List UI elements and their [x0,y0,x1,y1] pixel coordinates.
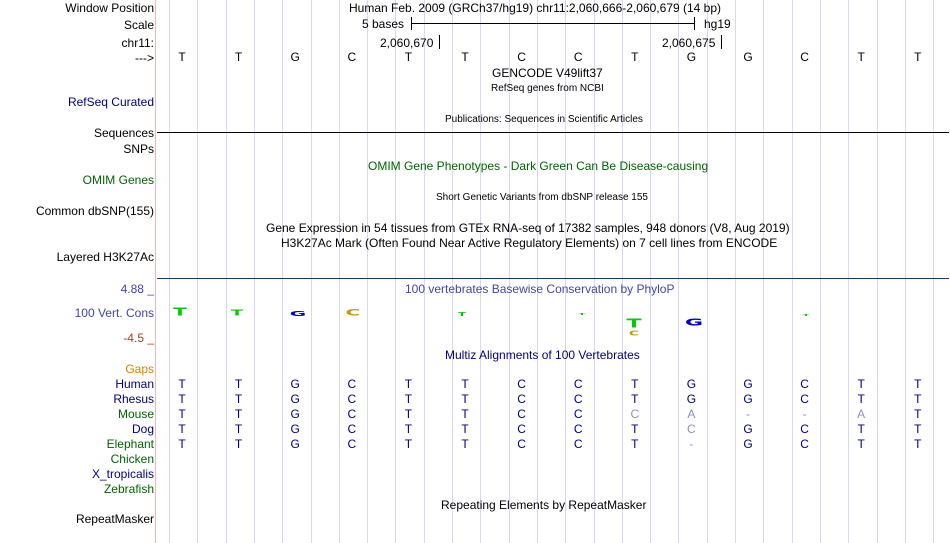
coordinate-label-2: 2,060,675 [662,36,716,50]
refseq-track-subtitle: RefSeq genes from NCBI [491,83,604,94]
sequence-base: C [347,50,357,64]
gtex-track-title[interactable]: Gene Expression in 54 tissues from GTEx RNA-seq of 17382 samples, 948 donors (V8, Aug 2019) [266,221,790,235]
gridline [763,0,764,543]
gridline [933,0,934,543]
gridline [877,0,878,543]
cons-logo-letter: G [289,309,307,318]
species-label-elephant[interactable]: Elephant [106,437,154,451]
species-label-dog[interactable]: Dog [131,422,154,436]
dbsnp-track-label[interactable]: Common dbSNP(155) [35,204,154,218]
alignment-base: C [573,377,583,391]
publications-track-title[interactable]: Publications: Sequences in Scientific Articles [445,114,643,125]
alignment-base: T [857,392,865,406]
cons-logo-letter: T [457,311,467,318]
sequence-base: T [461,50,469,64]
cons-logo-letter: T [173,304,187,319]
gridline [169,0,170,543]
gridline [424,0,425,543]
gridline [395,0,396,543]
sequence-base: T [914,50,922,64]
refseq-track-label[interactable]: RefSeq Curated [67,95,154,109]
alignment-base: C [573,392,583,406]
omim-track-title[interactable]: OMIM Gene Phenotypes - Dark Green Can Be Disease-causing [368,159,709,173]
cons-logo-letter: T [230,308,244,318]
alignment-base: T [234,437,243,451]
sequence-base: C [517,50,526,64]
alignment-base: C [630,407,640,421]
alignment-base: G [290,422,300,436]
alignment-base: T [857,377,865,391]
cons-logo-letter: C [345,307,361,318]
alignment-base: T [914,407,922,421]
cons-logo-letter: G [684,317,704,329]
omim-track-label[interactable]: OMIM Genes [82,173,154,187]
alignment-base: C [517,377,526,391]
gridline [848,0,849,543]
sequence-base: T [857,50,865,64]
alignment-base: T [234,377,243,391]
alignment-base: T [404,392,413,406]
alignment-base: C [347,407,357,421]
alignment-base: C [517,392,526,406]
alignment-base: T [461,437,469,451]
alignment-base: C [687,422,696,436]
gridline [792,0,793,543]
gencode-track-title[interactable]: GENCODE V49lift37 [492,66,603,80]
cons-track-title[interactable]: 100 vertebrates Basewise Conservation by PhyloP [405,282,675,296]
gridline [452,0,453,543]
alignment-base: T [461,392,469,406]
cons-track-label[interactable]: 100 Vert. Cons [74,306,154,320]
coordinate-tick-1 [439,35,440,49]
cons-max-label: 4.88 _ [120,282,154,296]
window-position-text: Human Feb. 2009 (GRCh37/hg19) chr11:2,060,666-2,060,679 (14 bp) [349,1,722,15]
gridline [622,0,623,543]
sequence-base: G [743,50,753,64]
species-label-x_tropicalis[interactable]: X_tropicalis [91,467,154,481]
cons-logo-letter: T [578,312,586,316]
dbsnp-track-title[interactable]: Short Genetic Variants from dbSNP release 155 [436,192,648,203]
alignment-base: C [517,437,526,451]
sequence-base: T [404,50,413,64]
alignment-base: C [800,437,809,451]
alignment-base: C [800,392,809,406]
sequence-base: G [686,50,697,64]
alignment-base: G [743,422,753,436]
h3k27ac-track-label[interactable]: Layered H3K27Ac [56,250,154,264]
species-label-mouse[interactable]: Mouse [117,407,154,421]
strand-arrow[interactable]: ---> [135,51,154,65]
alignment-base: C [347,392,357,406]
alignment-base: G [743,377,753,391]
label-column-separator [155,0,156,543]
alignment-base: T [914,437,922,451]
cons-logo-letter: T [626,316,642,331]
sequences-divider [157,132,949,133]
alignment-base: G [290,377,300,391]
alignment-base: C [800,422,809,436]
alignment-base: C [517,422,526,436]
gridline [254,0,255,543]
chrom-label: chr11: [121,36,154,50]
gridline [678,0,679,543]
gaps-label: Gaps [125,362,154,376]
sequence-base: C [573,50,583,64]
scale-label: Scale [123,18,154,32]
cons-min-label: -4.5 _ [123,331,154,345]
gridline [480,0,481,543]
multiz-track-title[interactable]: Multiz Alignments of 100 Vertebrates [445,348,640,362]
alignment-base: T [631,392,639,406]
alignment-base: T [631,437,639,451]
sequences-track-label[interactable]: Sequences [93,126,154,140]
alignment-base: G [290,437,300,451]
alignment-base: G [686,377,697,391]
coordinate-tick-2 [721,35,722,49]
alignment-base: T [914,422,922,436]
repeatmasker-track-label[interactable]: RepeatMasker [75,512,154,526]
alignment-base: C [347,437,357,451]
scale-assembly: hg19 [704,17,731,31]
alignment-base: T [461,377,469,391]
alignment-base: T [914,377,922,391]
alignment-base: - [746,407,750,421]
track-group-divider [157,278,949,279]
scale-bar-right-tick [694,17,695,30]
alignment-base: T [234,392,243,406]
alignment-base: C [573,437,583,451]
alignment-base: T [404,422,413,436]
sequence-base: T [631,50,639,64]
gridline [707,0,708,543]
gridline [905,0,906,543]
alignment-base: G [686,392,697,406]
h3k27ac-track-title[interactable]: H3K27Ac Mark (Often Found Near Active Regulatory Elements) on 7 cell lines from ENCODE [281,236,778,250]
gridline [282,0,283,543]
species-label-chicken[interactable]: Chicken [110,452,154,466]
species-label-rhesus[interactable]: Rhesus [113,392,154,406]
snps-track-label[interactable]: SNPs [123,142,154,156]
alignment-base: T [857,437,865,451]
alignment-base: T [631,422,639,436]
alignment-base: C [347,422,357,436]
gridline [367,0,368,543]
gridline [650,0,651,543]
alignment-base: T [461,422,469,436]
alignment-base: T [914,392,922,406]
gridline [311,0,312,543]
alignment-base: T [178,407,186,421]
gridline [226,0,227,543]
cons-logo-letter: C [628,329,640,338]
alignment-base: C [800,377,809,391]
gridline [197,0,198,543]
window-position-label: Window Position [65,1,154,15]
alignment-base: T [178,437,186,451]
alignment-base: T [178,392,186,406]
alignment-base: A [857,407,866,421]
gridline [820,0,821,543]
scale-bases: 5 bases [362,17,405,31]
alignment-base: C [517,407,526,421]
alignment-base: T [178,377,186,391]
alignment-base: G [290,407,300,421]
cons-logo-letter: T [802,313,810,317]
gridline [735,0,736,543]
alignment-base: - [689,437,694,451]
coordinate-label-1: 2,060,670 [380,36,434,50]
gridline [339,0,340,543]
alignment-base: T [404,407,413,421]
alignment-base: C [573,407,583,421]
species-label-zebrafish[interactable]: Zebrafish [103,482,154,496]
alignment-base: G [743,437,753,451]
repeatmasker-track-title[interactable]: Repeating Elements by RepeatMasker [441,498,647,512]
alignment-base: T [404,377,413,391]
species-label-human[interactable]: Human [115,377,154,391]
alignment-base: T [178,422,186,436]
alignment-base: T [461,407,469,421]
alignment-base: C [573,422,583,436]
alignment-base: G [290,392,300,406]
sequence-base: T [178,50,186,64]
sequence-base: G [290,50,300,64]
alignment-base: T [404,437,413,451]
alignment-base: T [857,422,865,436]
scale-bar [411,23,694,24]
alignment-base: T [234,422,243,436]
alignment-base: T [631,377,639,391]
alignment-base: A [687,407,696,421]
alignment-base: G [743,392,753,406]
sequence-base: C [800,50,809,64]
sequence-base: T [234,50,243,64]
alignment-base: - [802,407,807,421]
alignment-base: T [234,407,243,421]
alignment-base: C [347,377,357,391]
